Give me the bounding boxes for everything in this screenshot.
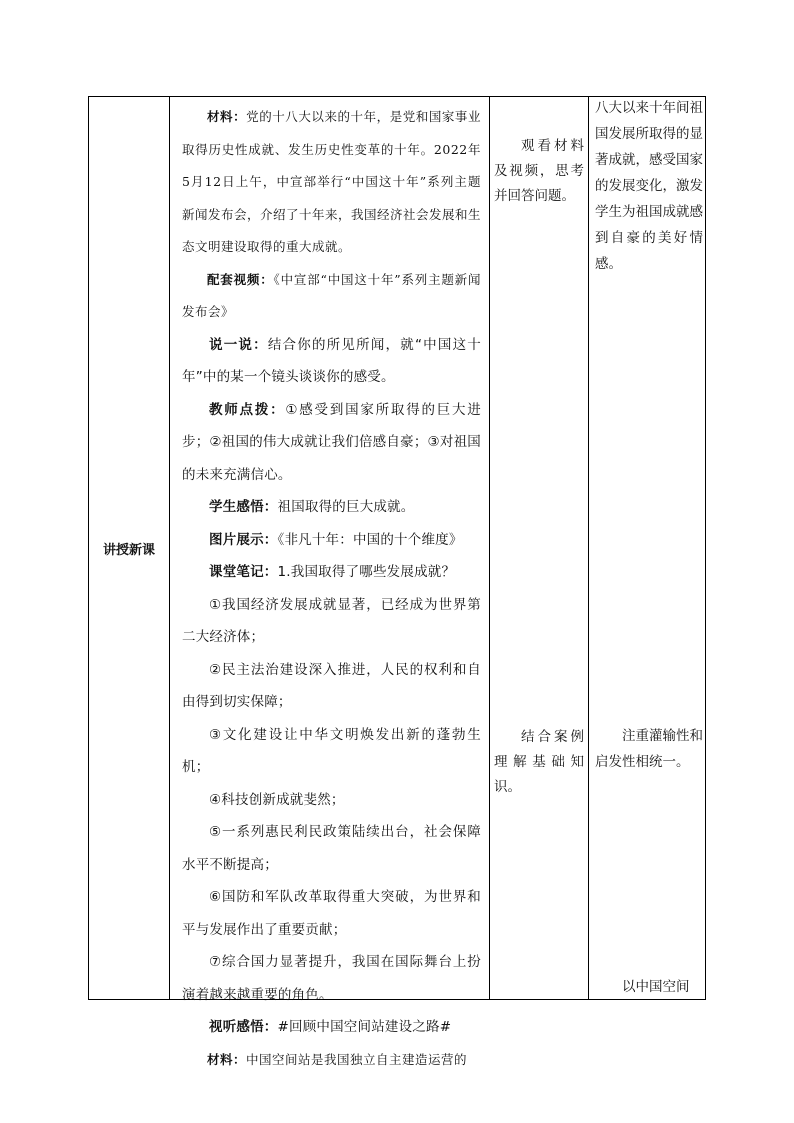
content-paragraph xyxy=(182,816,481,881)
teaching-content xyxy=(170,97,489,1067)
paragraph-text: ③文化建设让中华文明焕发出新的蓬勃生机； xyxy=(182,726,481,775)
content-paragraph xyxy=(182,589,481,654)
design-intent-1: 八大以来十年间祖国发展所取得的显著成就，感受国家的发展变化，激发学生为祖国成就感到自豪的美好情感。 xyxy=(595,100,703,272)
paragraph-text: ⑥国防和军队改革取得重大突破，为世界和平与发展作出了重要贡献； xyxy=(182,889,481,938)
content-paragraph xyxy=(182,329,481,394)
paragraph-label: 图片展示： xyxy=(209,531,278,548)
paragraph-label: 课堂笔记： xyxy=(209,564,278,580)
paragraph-text: 《中宣部“中国这十年”系列主题新闻发布会》 xyxy=(182,271,481,319)
paragraph-label: 配套视频： xyxy=(207,271,274,287)
paragraph-text: 结合你的所见所闻，就“中国这十年”中的某一个镜头谈谈你的感受。 xyxy=(182,336,481,385)
paragraph-text: 1.我国取得了哪些发展成就？ xyxy=(277,564,456,580)
content-paragraph xyxy=(182,784,481,817)
paragraph-label: 视听感悟： xyxy=(209,1019,278,1035)
paragraph-text: ⑦综合国力显著提升，我国在国际舞台上扮演着越来越重要的角色。 xyxy=(182,954,481,1003)
paragraph-text: ④科技创新成就斐然； xyxy=(209,791,345,808)
content-paragraph xyxy=(182,556,481,589)
student-activity-column xyxy=(490,97,588,999)
content-paragraph xyxy=(182,881,481,946)
content-paragraph xyxy=(182,101,481,264)
paragraph-text: 党的十八大以来的十年，是党和国家事业取得历史性成就、发生历史性变革的十年。2022年5月12日上午，中宣部举行“中国这十年”系列主题新闻发布会，介绍了十年来，我国经济社会发展和生态文明建设取得的重大成就。 xyxy=(182,109,482,254)
content-paragraph xyxy=(182,491,481,524)
design-intent-3: 以中国空间 xyxy=(622,979,690,995)
content-paragraph xyxy=(182,1011,481,1044)
design-intent-column xyxy=(589,97,707,999)
paragraph-text: 中国空间站是我国独立自主建造运营的 xyxy=(246,1051,468,1067)
paragraph-text: ⑤一系列惠民利民政策陆续出台，社会保障水平不断提高； xyxy=(182,824,481,873)
content-paragraph xyxy=(182,394,481,492)
content-paragraph xyxy=(182,654,481,719)
content-paragraph xyxy=(182,946,481,1011)
content-paragraph xyxy=(182,719,481,784)
student-activity-1: 观看材料及视频，思考并回答问题。 xyxy=(494,138,584,204)
paragraph-text: #回顾中国空间站建设之路# xyxy=(277,1019,452,1035)
paragraph-text: ①我国经济发展成就显著，已经成为世界第二大经济体； xyxy=(182,596,481,645)
paragraph-text: ①感受到国家所取得的巨大进步；②祖国的伟大成就让我们倍感自豪；③对祖国的未来充满信心。 xyxy=(182,401,482,483)
lesson-table xyxy=(88,96,706,1067)
paragraph-text: 《非凡十年：中国的十个维度》 xyxy=(277,531,463,548)
content-paragraph xyxy=(182,264,481,329)
paragraph-label: 教师点拨： xyxy=(209,401,286,418)
paragraph-text: ②民主法治建设深入推进，人民的权利和自由得到切实保障； xyxy=(182,661,481,710)
paragraph-label: 材料： xyxy=(207,1051,247,1067)
paragraph-label: 材料： xyxy=(207,109,247,124)
paragraph-label: 学生感悟： xyxy=(209,499,278,515)
design-intent-2: 注重灌输性和启发性相统一。 xyxy=(595,728,703,770)
paragraph-label: 说一说： xyxy=(209,336,268,353)
content-paragraph xyxy=(182,524,481,557)
paragraph-text: 祖国取得的巨大成就。 xyxy=(277,499,415,515)
row-header: 讲授新课 xyxy=(102,542,155,558)
student-activity-2: 结合案例理解基础知识。 xyxy=(494,729,584,795)
content-paragraph xyxy=(182,1044,481,1077)
